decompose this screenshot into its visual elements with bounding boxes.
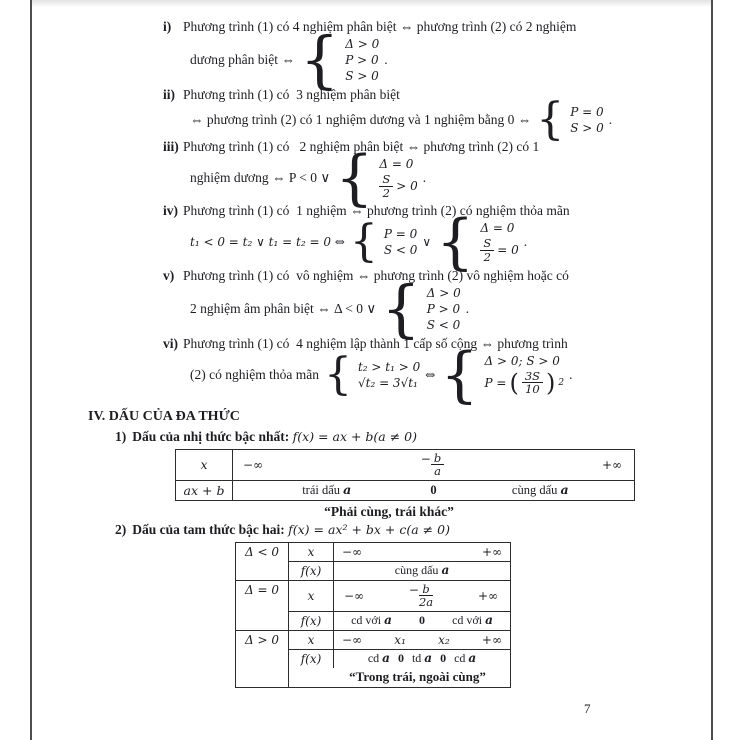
table-cell (233, 481, 634, 500)
group-inner (289, 581, 510, 630)
condition: Δ > 0 (426, 285, 461, 300)
item-text: Phương trình (1) có 4 nghiệm lập thành 1 cấp số cộng ⇔ phương trình (183, 335, 568, 351)
fraction (379, 173, 393, 199)
condition: P = 0 (383, 227, 418, 242)
coefficient: a (424, 651, 433, 666)
sign-text: td (411, 651, 422, 666)
table-cell (334, 583, 510, 609)
item-label: iv) (163, 203, 178, 219)
zero-value: 0 (440, 651, 447, 666)
table-cell (334, 563, 510, 578)
sign-table-quadratic (235, 542, 511, 688)
table-cell (334, 613, 510, 628)
sign-region (395, 563, 449, 578)
condition-lead: P = (484, 375, 507, 390)
sign-region (368, 651, 390, 666)
coefficient: a (441, 563, 450, 578)
condition-stack (485, 354, 565, 396)
sign-text: cd với (351, 613, 382, 628)
sentence-period: . (384, 52, 388, 67)
mnemonic-quote: “Phải cùng, trái khác” (324, 503, 454, 519)
subsection-label: 2) (115, 521, 127, 537)
sign-text: cùng dấu (511, 483, 558, 498)
zero-value: 0 (419, 613, 425, 628)
math-lead-text: t₁ < 0 = t₂ ∨ t₁ = t₂ = 0 ⇔ (190, 235, 345, 250)
condition-stack (345, 37, 379, 83)
condition: √t₂ = 3√t₁ (357, 375, 418, 390)
row-header-cell: ax + b (176, 481, 233, 500)
table-cell (334, 633, 510, 647)
coefficient: a (382, 651, 390, 666)
row-header-cell: x (289, 581, 334, 611)
math-expression: dương phân biệt ⇔ { Δ > 0 P > 0 S > 0 . (190, 23, 388, 96)
list-item-ii (0, 86, 740, 145)
math-lead-text: dương phân biệt ⇔ (190, 52, 295, 67)
zero-value: 0 (430, 482, 437, 497)
pos-infinity: +∞ (481, 632, 502, 647)
sign-text: trái dấu (302, 483, 341, 498)
item-text: Phương trình (1) có vô nghiệm ⇔ phương trình (2) vô nghiệm hoặc có (183, 267, 569, 283)
subsection-title (115, 428, 740, 446)
math-expression: (2) có nghiệm thỏa mãn { t₂ > t₁ > 0 √t₂ = 3√t₁ ⇔ { Δ > 0; S > 0 P = ( $\frac{3S}{10}$ ) 2 . (190, 339, 573, 410)
coefficient: a (485, 613, 493, 628)
item-text-line (163, 267, 740, 284)
fraction-numerator: S (379, 173, 393, 187)
neg-infinity: −∞ (243, 457, 264, 472)
sign-region-left (334, 613, 409, 628)
exponent: 2 (558, 377, 565, 388)
fraction-denominator: 2 (382, 185, 390, 200)
condition: P > 0 (426, 301, 461, 316)
math-lead-text: 2 nghiệm âm phân biệt ⇔ Δ < 0 ∨ (190, 300, 377, 316)
table-group-delta-neg (236, 543, 510, 581)
sign-region-left (233, 482, 421, 498)
sign-text: cd (367, 651, 380, 666)
subsection-text: Dấu của tam thức bậc hai: (132, 521, 285, 537)
fraction-denominator: 2 (483, 249, 491, 264)
math-expression: ⇔ phương trình (2) có 1 nghiệm dương và 1 nghiệm bằng 0 ⇔ { P = 0 S > 0 . (190, 94, 613, 145)
item-text-line (163, 18, 740, 35)
coefficient: a (384, 613, 392, 628)
table-row (289, 611, 510, 630)
math-lead-text: ⇔ phương trình (2) có 1 nghiệm dương và 1 nghiệm bằng 0 ⇔ (190, 112, 532, 127)
table-row (289, 543, 510, 561)
table-row (176, 481, 634, 500)
or-symbol: ∨ (422, 235, 432, 250)
condition: S > 0 (345, 69, 379, 83)
sign-text: cd với (452, 613, 483, 628)
root-x2: x₂ (438, 632, 450, 647)
fraction-denominator: 2a (418, 595, 434, 610)
fraction-numerator: S (480, 237, 494, 251)
table-cell (334, 651, 510, 666)
inline-formula: f(x) = ax + b(a ≠ 0) (292, 428, 417, 444)
sentence-period: . (569, 366, 573, 382)
inline-formula: f(x) = ax² + bx + c(a ≠ 0) (288, 521, 450, 537)
fraction-denominator: a (434, 464, 441, 479)
item-label: ii) (163, 87, 175, 102)
sentence-period: . (523, 234, 528, 250)
minus-sign: − (420, 451, 431, 466)
condition: P > 0 (345, 53, 379, 67)
math-expression: t₁ < 0 = t₂ ∨ t₁ = t₂ = 0 ⇔ { P = 0 S < 0 ∨ { Δ = 0 $\frac{S}{2}$ = 0 . (190, 207, 528, 278)
table-cell (233, 450, 634, 480)
row-header-cell: x (289, 543, 334, 561)
neg-infinity: −∞ (342, 632, 363, 647)
neg-infinity: −∞ (344, 588, 365, 603)
condition-stack (379, 157, 417, 199)
sign-region-right (435, 613, 510, 628)
condition-with-fraction (379, 173, 417, 199)
condition-with-fraction: P = ( $\frac{3S}{10}$ ) 2 (484, 368, 565, 397)
fraction-denominator: 10 (525, 382, 540, 397)
math-lead-text: (2) có nghiệm thỏa mãn (190, 366, 319, 382)
row-header-cell: f(x) (289, 562, 334, 580)
mnemonic-quote: “Trong trái, ngoài cùng” (349, 668, 486, 684)
coefficient: a (468, 651, 477, 666)
sentence-period: . (465, 300, 470, 316)
subsection-title (115, 521, 740, 539)
table-row (289, 561, 510, 580)
item-text-line (163, 138, 740, 155)
page-number: 7 (584, 701, 591, 716)
item-text: Phương trình (1) có 2 nghiệm phân biệt ⇔ phương trình (2) có 1 (183, 139, 540, 154)
equivalence-arrow: ⇔ (425, 367, 436, 382)
pos-infinity: +∞ (481, 544, 502, 559)
table-group-delta-pos (236, 631, 510, 687)
condition: S < 0 (383, 243, 418, 258)
fraction-numerator: 3S (522, 370, 543, 384)
table-cell (334, 545, 510, 559)
row-header-cell: x (289, 631, 334, 649)
condition: Δ = 0 (480, 221, 515, 236)
condition-cell: Δ = 0 (236, 581, 289, 630)
item-label: v) (163, 267, 175, 283)
sign-text: cùng dấu (394, 563, 439, 578)
sign-region (412, 651, 432, 666)
table-row (176, 450, 634, 481)
table-row (289, 631, 510, 649)
subsection-text: Dấu của nhị thức bậc nhất: (132, 428, 290, 444)
condition: Δ > 0; S > 0 (484, 353, 560, 368)
item-label: vi) (163, 335, 178, 351)
condition-stack (358, 360, 420, 390)
condition-tail: = 0 (497, 243, 519, 258)
table-row (289, 581, 510, 611)
minus-sign: − (408, 582, 419, 597)
item-text: Phương trình (1) có 4 nghiệm phân biệt ⇔ phương trình (2) có 2 nghiệm (183, 19, 577, 34)
condition-stack (480, 221, 518, 263)
coefficient: a (560, 482, 569, 498)
sentence-period: . (608, 112, 613, 127)
table-group-delta-zero (236, 581, 510, 631)
condition-stack (570, 105, 604, 135)
fraction (480, 237, 494, 263)
condition-cell: Δ < 0 (236, 543, 289, 580)
row-header-cell: f(x) (289, 612, 334, 630)
item-text: Phương trình (1) có 1 nghiệm ⇔ phương trình (2) có nghiệm thỏa mãn (183, 203, 570, 219)
sign-table-linear (175, 449, 635, 501)
condition: Δ > 0 (345, 37, 380, 51)
condition: S > 0 (570, 121, 604, 135)
root-x1: x₁ (394, 632, 406, 647)
row-header-cell: x (176, 450, 233, 480)
pos-infinity: +∞ (601, 457, 622, 472)
root-value (408, 583, 434, 609)
group-inner (289, 543, 510, 580)
condition: t₂ > t₁ > 0 (357, 359, 421, 374)
list-item-vi (0, 335, 740, 410)
fraction (431, 452, 444, 478)
sign-region-right (447, 482, 635, 498)
item-text-line (163, 86, 740, 103)
neg-infinity: −∞ (342, 544, 363, 559)
condition: S < 0 (426, 317, 461, 332)
condition: P = 0 (570, 105, 604, 119)
condition: Δ = 0 (379, 157, 414, 171)
subsection-label: 1) (115, 428, 127, 444)
fraction (419, 583, 433, 609)
sign-text: cd (454, 651, 466, 666)
fraction (522, 370, 543, 396)
zero-value: 0 (397, 651, 404, 666)
condition-stack (427, 286, 461, 332)
fraction-numerator: b (419, 583, 432, 597)
condition-tail: > 0 (396, 179, 418, 194)
pos-infinity: +∞ (477, 588, 498, 603)
row-header-cell: f(x) (289, 650, 334, 668)
section-heading: IV. DẤU CỦA ĐA THỨC (88, 408, 240, 424)
condition-with-fraction (480, 237, 518, 263)
coefficient: a (343, 482, 352, 498)
math-expression: nghiệm dương ⇔ P < 0 ∨ { Δ = 0 $\frac{S}{2}$ > 0 . (190, 143, 427, 214)
fraction-numerator: b (431, 452, 444, 466)
condition-cell: Δ > 0 (236, 631, 289, 687)
item-text: Phương trình (1) có 3 nghiệm phân biệt (183, 87, 400, 102)
root-value (420, 452, 446, 478)
sign-region (454, 651, 476, 666)
item-label: i) (163, 19, 172, 34)
item-label: iii) (163, 139, 179, 154)
group-inner (289, 631, 510, 687)
math-lead-text: nghiệm dương ⇔ P < 0 ∨ (190, 170, 331, 186)
sentence-period: . (422, 170, 427, 186)
math-expression: 2 nghiệm âm phân biệt ⇔ Δ < 0 ∨ { Δ > 0 P > 0 S < 0 . (190, 271, 470, 345)
condition-stack (384, 227, 418, 257)
table-row (289, 649, 510, 668)
